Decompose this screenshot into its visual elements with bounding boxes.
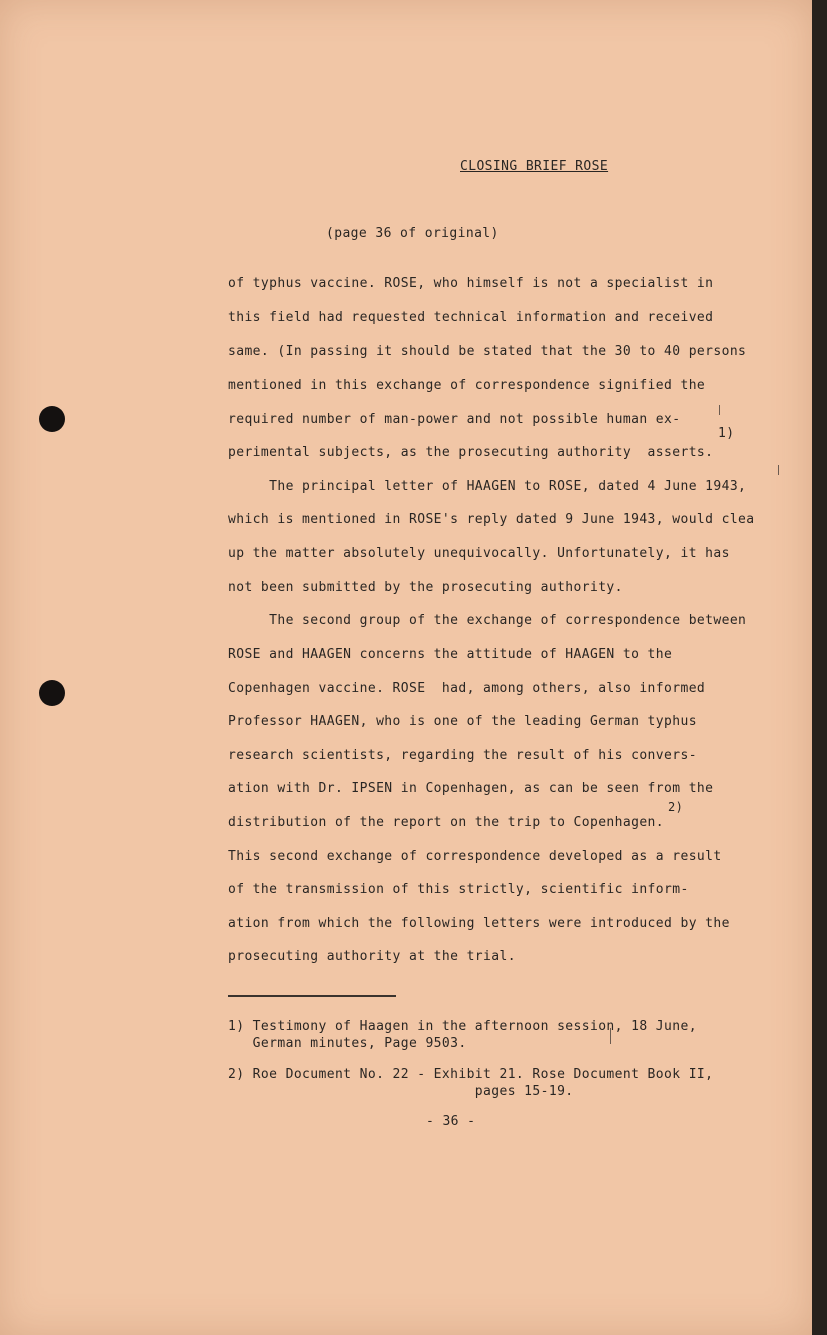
body-line-17: distribution of the report on the trip to Copenhagen. xyxy=(228,815,665,830)
body-line-12: ROSE and HAAGEN concerns the attitude of HAAGEN to the xyxy=(228,647,673,662)
body-line-15: research scientists, regarding the result of his convers- xyxy=(228,748,697,763)
body-line-7: The principal letter of HAAGEN to ROSE, dated 4 June 1943, xyxy=(228,479,747,494)
body-line-1: of typhus vaccine. ROSE, who himself is not a specialist in xyxy=(228,276,714,291)
body-line-8: which is mentioned in ROSE's reply dated 9 June 1943, would clea xyxy=(228,512,755,527)
body-line-20: ation from which the following letters were introduced by the xyxy=(228,916,730,931)
scan-edge xyxy=(812,0,827,1335)
body-line-18: This second exchange of correspondence developed as a result xyxy=(228,849,722,864)
body-line-21: prosecuting authority at the trial. xyxy=(228,949,516,964)
body-line-6: perimental subjects, as the prosecuting authority asserts. xyxy=(228,445,714,460)
body-line-2: this field had requested technical information and received xyxy=(228,310,714,325)
page-number: - 36 - xyxy=(426,1114,476,1129)
body-line-16: ation with Dr. IPSEN in Copenhagen, as can be seen from the xyxy=(228,781,714,796)
document-header: CLOSING BRIEF ROSE xyxy=(460,159,609,174)
body-line-11: The second group of the exchange of correspondence between xyxy=(228,613,747,628)
footnote-1: 1) Testimony of Haagen in the afternoon session, 18 June, German minutes, Page 9503. xyxy=(228,1019,697,1051)
footnote-2: 2) Roe Document No. 22 - Exhibit 21. Rose Document Book II, pages 15-19. xyxy=(228,1067,714,1099)
punch-hole-top xyxy=(39,406,65,432)
pencil-mark xyxy=(778,465,779,475)
body-line-5: required number of man-power and not possible human ex- xyxy=(228,412,681,427)
body-line-3: same. (In passing it should be stated that the 30 to 40 persons xyxy=(228,344,747,359)
body-line-13: Copenhagen vaccine. ROSE had, among others, also informed xyxy=(228,681,706,696)
pencil-mark xyxy=(719,405,720,415)
footnote-marker-1: 1) xyxy=(718,426,735,441)
body-line-19: of the transmission of this strictly, scientific inform- xyxy=(228,882,689,897)
body-line-10: not been submitted by the prosecuting authority. xyxy=(228,580,623,595)
original-page-reference: (page 36 of original) xyxy=(326,226,499,241)
footnote-separator xyxy=(228,995,396,997)
body-line-14: Professor HAAGEN, who is one of the leading German typhus xyxy=(228,714,697,729)
footnote-marker-2: 2) xyxy=(668,800,684,814)
body-line-4: mentioned in this exchange of correspondence signified the xyxy=(228,378,706,393)
body-line-9: up the matter absolutely unequivocally. Unfortunately, it has xyxy=(228,546,730,561)
punch-hole-bottom xyxy=(39,680,65,706)
